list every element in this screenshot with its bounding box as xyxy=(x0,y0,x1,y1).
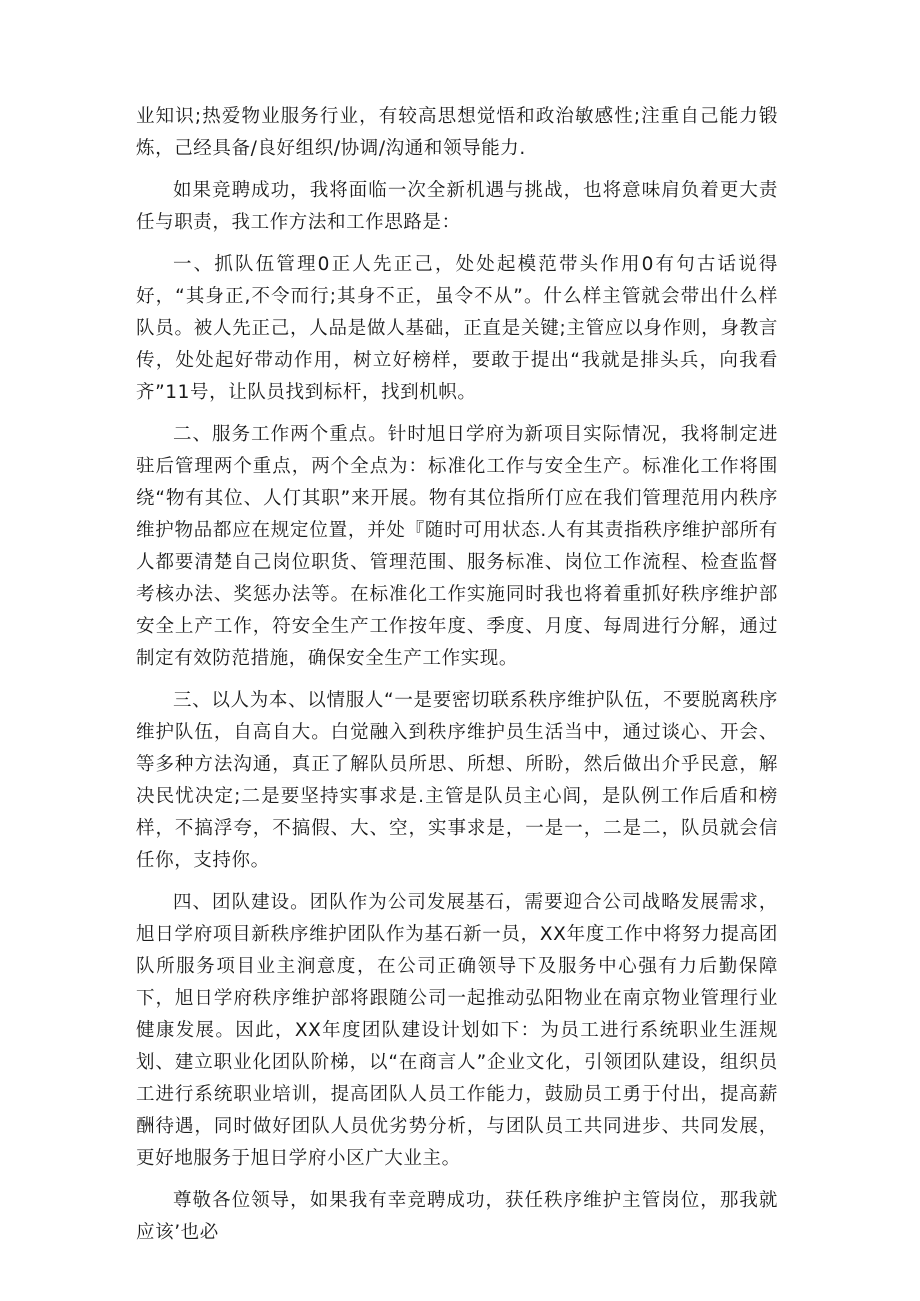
paragraph-5: 三、以人为本、以情服人“一是要密切联系秩序维护队伍，不要脱离秩序维护队伍，自高自大。白觉融入到秩序维护员生活当中，通过谈心、开会、等多种方法沟通，真正了解队员所思、所想、所盼，然后做出介乎民意，解决民忧决定;二是要坚持实事求是.主管是队员主心闾，是队例工作后盾和榜样，不搞浮夸，不搞假、大、空，实事求是，一是一，二是二，队员就会信任你，支持你。 xyxy=(136,690,778,871)
document-body xyxy=(136,101,778,1259)
paragraph-4: 二、服务工作两个重点。针时旭日学府为新项目实际情况，我将制定进驻后管理两个重点，两个全点为：标准化工作与安全生产。标准化工作将围绕“物有其位、人仃其职”来开展。物有其位指所仃应在我们管理范用内秩序维护物品都应在规定位置，并处『随时可用状态.人有其责指秩序维护部所有人都要清楚自己岗位职货、管理范围、服务标准、岗位工作流程、检查监督考核办法、奖惩办法等。在标准化工作实施同时我也将着重抓好秩序维护部安全上产工作，符安全生产工作按年度、季度、月度、每周进行分解，通过制定有效防范措施，确保安全生产工作实现。 xyxy=(136,424,778,669)
paragraph-3: 一、抓队伍管理0正人先正己，处处起模范带头作用0有句古话说得好，“其身正,不令而行;其身不正，虽令不从”。什么样主管就会带出什么样队员。被人先正己，人品是做人基础，正直是关键;主管应以身作则，身教言传，处处起好带动作用，树立好榜样，要敢于提出“我就是排头兵，向我看齐”11号，让队员找到标杆，找到机帜。 xyxy=(136,254,778,403)
paragraph-7: 尊敬各位领导，如果我有幸竞聘成功，获任秩序维护主管岗位，那我就应该’也必 xyxy=(136,1190,778,1243)
paragraph-1: 业知识;热爱物业服务行业，有较高思想觉悟和政治敏感性;注重自己能力锻炼，己经具备/良好组织/协调/沟通和领导能力. xyxy=(136,106,778,159)
paragraph-6: 四、团队建设。团队作为公司发展基石，需要迎合公司战略发展需求，旭日学府项目新秩序维护团队作为基石新一员，XX年度工作中将努力提高团队所服务项目业主涧意度，在公司正确领导下及服务中心强有力后勤保障下，旭日学府秩序维护部将跟随公司一起推动弘阳物业在南京物业管理行业健康发展。因此，XX年度团队建设计划如下：为员工进行系统职业生涯规划、建立职业化团队阶梯，以“在商言人”企业文化，引领团队建设，组织员工进行系统职业培训，提高团队人员工作能力，鼓励员工勇于付出，提高薪酬待遇，同时做好团队人员优劣势分析，与团队员工共同进步、共同发展，更好地服务于旭日学府小区广大业主。 xyxy=(136,892,778,1169)
paragraph-2: 如果竞聘成功，我将面临一次全新机遇与挑战，也将意味肩负着更大责任与职责，我工作方法和工作思路是： xyxy=(136,180,778,233)
